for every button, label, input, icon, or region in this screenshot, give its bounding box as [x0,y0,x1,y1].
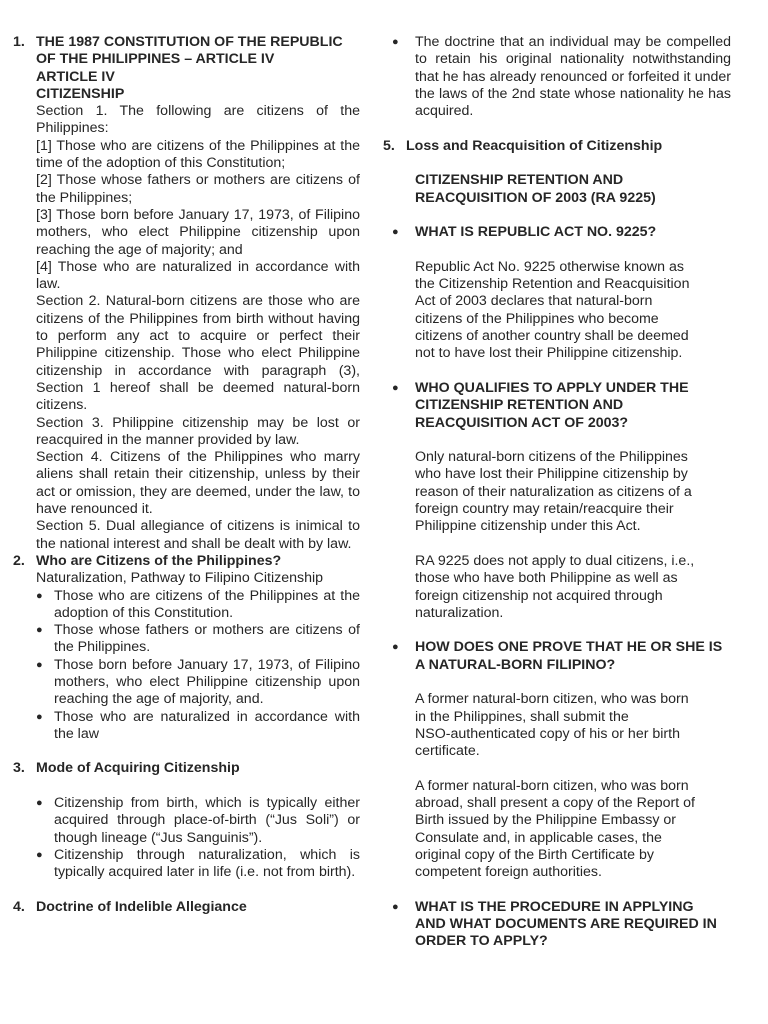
question-heading: ● WHO QUALIFIES TO APPLY UNDER THE CITIZENSHIP RETENTION AND REACQUISITION ACT OF 2003? [392,379,689,431]
section-3 [13,760,360,881]
paragraph: [3] Those born before January 17, 1973, of Filipino mothers, who elect Philippine citizenship upon reaching the age of majority; and [36,206,360,258]
question-heading: ● HOW DOES ONE PROVE THAT HE OR SHE IS A NATURAL-BORN FILIPINO? [392,639,723,673]
bullet-icon: ● [392,36,399,48]
left-column [13,34,360,916]
list-item: ● Those born before January 17, 1973, of Filipino mothers, who elect Philippine citizenship upon reaching the age of majority, and. [36,657,360,709]
section-2 [13,553,360,743]
question-heading: ● WHAT IS THE PROCEDURE IN APPLYING AND WHAT DOCUMENTS ARE REQUIRED IN ORDER TO APPLY? [392,898,717,950]
section-1 [13,34,360,553]
paragraph: Section 1. The following are citizens of the Philippines: [36,103,360,137]
section-number: 5. [383,137,395,154]
subsection-heading: CITIZENSHIP RETENTION AND REACQUISITION OF 2003 (RA 9225) [415,172,656,206]
section-subtitle: Naturalization, Pathway to Filipino Citizenship [36,570,324,587]
section-title: THE 1987 CONSTITUTION OF THE REPUBLIC OF THE PHILIPPINES – ARTICLE IV ARTICLE IV CITIZENSHIP [36,34,343,102]
paragraph: [4] Those who are naturalized in accordance with law. [36,258,360,293]
section-title: Loss and Reacquisition of Citizenship [406,137,663,154]
section-number: 1. [13,34,25,50]
section-number: 4. [13,898,25,915]
list-item: ● Citizenship through naturalization, which is typically acquired later in life (i.e. not from birth). [36,847,360,882]
list-item: ● The doctrine that an individual may be compelled to retain his original nationality notwithstanding that he has already renounced or forfeited it under the laws of the 2nd state whose nationality he has acquired. [392,34,731,120]
bullet-icon: ● [392,900,399,913]
section-4 [13,899,360,916]
section-title: Doctrine of Indelible Allegiance [36,898,247,915]
section-title: Who are Citizens of the Philippines? [36,552,282,569]
question-heading: ● WHAT IS REPUBLIC ACT NO. 9225? [392,224,657,241]
paragraph: Section 3. Philippine citizenship may be lost or reacquired in the manner provided by law. [36,414,360,448]
section-5 [383,138,731,155]
section-number: 3. [13,760,25,777]
paragraph: Section 5. Dual allegiance of citizens is inimical to the national interest and shall be dealt with by law. [36,518,360,552]
answer-paragraph: Republic Act No. 9225 otherwise known as the Citizenship Retention and Reacquisition Act of 2003 declares that natural-born citizens of the Philippines who become citizens of another country shall be deemed not to have lost their Philippine citizenship. [415,258,690,362]
paragraph: [1] Those who are citizens of the Philippines at the time of the adoption of this Constitution; [36,137,360,172]
list-item: ● Those who are naturalized in accordance with the law [36,709,360,744]
answer-paragraph: A former natural-born citizen, who was born in the Philippines, shall submit the NSO-authenticated copy of his or her birth certificate. [415,691,689,760]
list-item: ● Those whose fathers or mothers are citizens of the Philippines. [36,622,360,657]
bullet-icon: ● [392,381,399,394]
right-column [383,34,731,951]
list-item: ● Those who are citizens of the Philippines at the adoption of this Constitution. [36,588,360,623]
answer-paragraph: Only natural-born citizens of the Philippines who have lost their Philippine citizenship by reason of their naturalization as citizens of a foreign country may retain/reacquire their Philippine citizenship under this Act. [415,449,692,535]
list-item: ● Citizenship from birth, which is typically either acquired through place-of-birth (“Jus Soli”) or though lineage (“Jus Sanguinis”). [36,795,360,847]
paragraph: [2] Those whose fathers or mothers are citizens of the Philippines; [36,172,360,206]
bullet-icon: ● [392,641,399,654]
answer-paragraph: A former natural-born citizen, who was born abroad, shall present a copy of the Report of Birth issued by the Philippine Embassy or Consulate and, in applicable cases, the original copy of the Birth Certificate by competent foreign authorities. [415,777,695,881]
paragraph: Section 4. Citizens of the Philippines who marry aliens shall retain their citizenship, unless by their act or omission, they are deemed, under the law, to have renounced it. [36,449,360,518]
section-title: Mode of Acquiring Citizenship [36,760,240,777]
answer-paragraph: RA 9225 does not apply to dual citizens, i.e., those who have both Philippine as well as foreign citizenship not acquired through naturalization. [415,552,695,621]
paragraph: Section 2. Natural-born citizens are those who are citizens of the Philippines from birth without having to perform any act to acquire or perfect their Philippine citizenship. Those who elect Philippine citizenship in accordance with paragraph (3), Section 1 hereof shall be deemed natural-born citizens. [36,293,360,414]
bullet-icon: ● [392,226,399,239]
section-number: 2. [13,552,25,569]
